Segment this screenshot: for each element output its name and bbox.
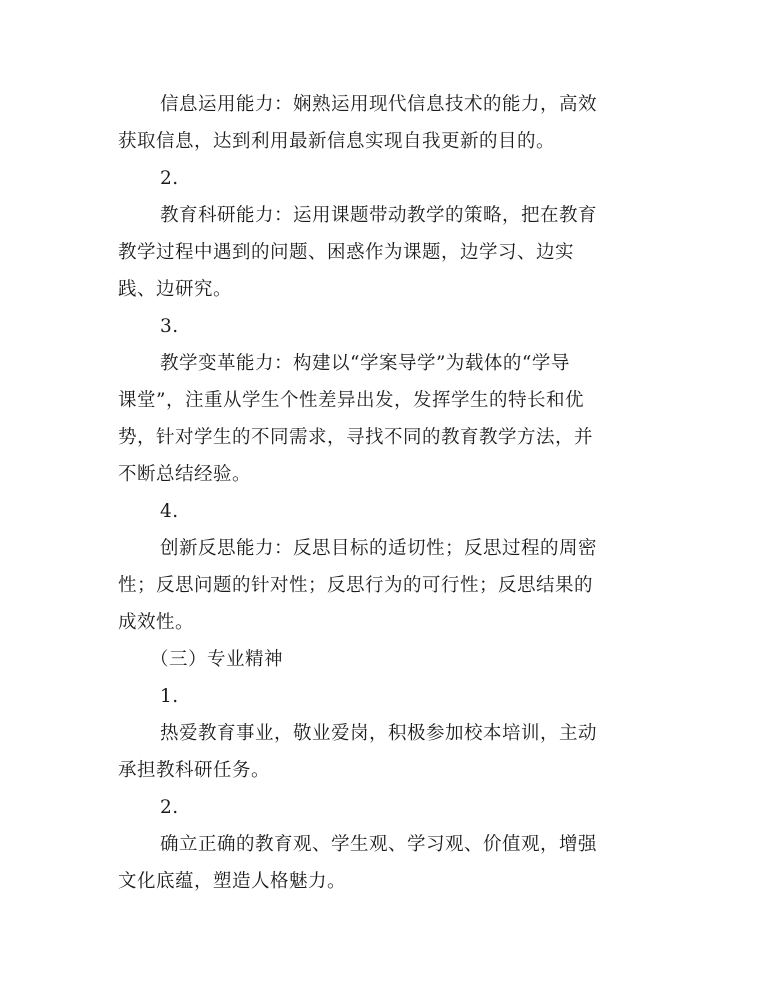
paragraph-reform-ability-line-4: 不断总结经验。	[118, 464, 252, 485]
list-number-3: 3.	[160, 316, 179, 337]
paragraph-info-ability-line-1: 信息运用能力：娴熟运用现代信息技术的能力，高效	[160, 94, 598, 115]
list-number-2-second: 2.	[160, 797, 179, 818]
paragraph-info-ability-line-2: 获取信息，达到利用最新信息实现自我更新的目的。	[118, 131, 556, 152]
paragraph-research-ability-line-3: 践、边研究。	[118, 279, 233, 300]
list-number-4: 4.	[160, 501, 179, 522]
paragraph-dedication-line-1: 热爱教育事业，敬业爱岗，积极参加校本培训，主动	[160, 723, 598, 744]
section-heading-professional-spirit: （三）专业精神	[150, 649, 284, 670]
list-number-2: 2.	[160, 168, 179, 189]
paragraph-dedication-line-2: 承担教科研任务。	[118, 760, 271, 781]
paragraph-reflection-ability-line-2: 性；反思问题的针对性；反思行为的可行性；反思结果的	[118, 575, 594, 596]
list-number-1: 1.	[160, 686, 179, 707]
paragraph-research-ability-line-1: 教育科研能力：运用课题带动教学的策略，把在教育	[160, 205, 598, 226]
paragraph-values-line-2: 文化底蕴，塑造人格魅力。	[118, 871, 347, 892]
paragraph-reform-ability-line-2: 课堂”，注重从学生个性差异出发，发挥学生的特长和优	[118, 390, 584, 411]
paragraph-reflection-ability-line-1: 创新反思能力：反思目标的适切性；反思过程的周密	[160, 538, 598, 559]
paragraph-reflection-ability-line-3: 成效性。	[118, 612, 195, 633]
paragraph-reform-ability-line-1: 教学变革能力：构建以“学案导学”为载体的“学导	[160, 353, 570, 374]
paragraph-reform-ability-line-3: 势，针对学生的不同需求，寻找不同的教育教学方法，并	[118, 427, 594, 448]
paragraph-research-ability-line-2: 教学过程中遇到的问题、困惑作为课题，边学习、边实	[118, 242, 575, 263]
paragraph-values-line-1: 确立正确的教育观、学生观、学习观、价值观，增强	[160, 834, 598, 855]
